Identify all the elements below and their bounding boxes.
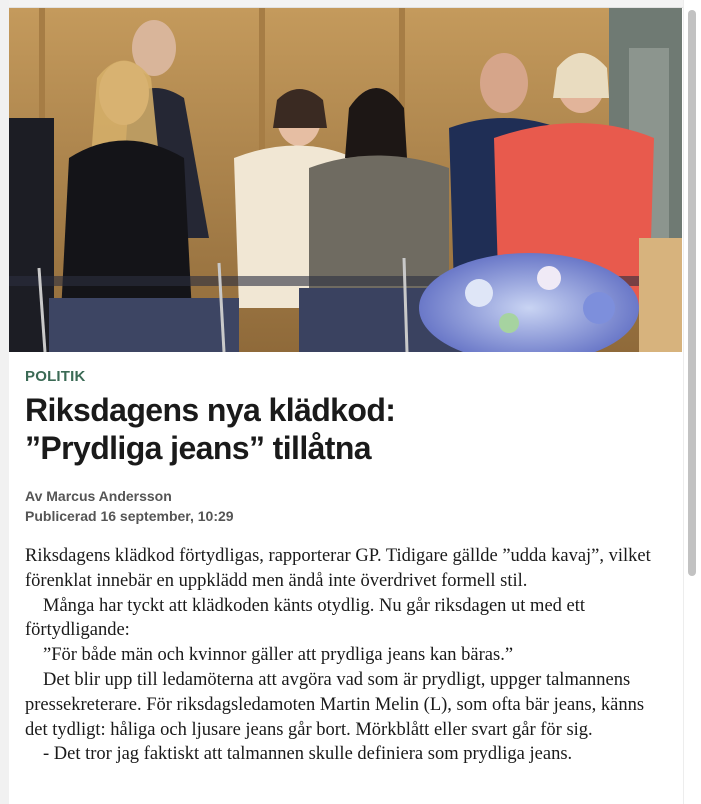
window-top-edge	[0, 0, 701, 8]
paragraph: ”För både män och kvinnor gäller att prydliga jeans kan bäras.”	[43, 645, 514, 666]
headline-line-1: Riksdagens nya klädkod:	[25, 392, 396, 428]
article-hero-image	[9, 8, 682, 352]
window-left-edge	[0, 0, 9, 804]
headline	[25, 391, 670, 467]
headline-line-2: ”Prydliga jeans” tillåtna	[25, 430, 372, 466]
scrollbar-thumb[interactable]	[688, 10, 696, 576]
paragraph: Det blir upp till ledamöterna att avgöra vad som är prydligt, uppger talmannens pressekreterare. För riksdagsledamoten Martin Melin (L), som ofta bär jeans, känns det tydligt: håliga och ljusare jeans går bort. Mörkblått eller svart går för sig.	[25, 669, 645, 740]
paragraph: - Det tror jag faktiskt att talmannen skulle definiera som prydliga jeans.	[43, 744, 573, 765]
scrollbar[interactable]	[683, 0, 701, 804]
article-content	[25, 368, 670, 767]
article-body	[25, 544, 670, 767]
published-date: Publicerad 16 september, 10:29	[25, 508, 234, 524]
paragraph: Många har tyckt att klädkoden känts otydlig. Nu går riksdagen ut med ett förtydligande:	[25, 595, 586, 641]
byline	[25, 486, 670, 526]
author: Av Marcus Andersson	[25, 488, 172, 504]
parliament-photo	[9, 8, 682, 352]
category-label[interactable]: POLITIK	[25, 368, 86, 385]
paragraph: Riksdagens klädkod förtydligas, rapporterar GP. Tidigare gällde ”udda kavaj”, vilket förenklat innebär en uppklädd men ändå inte överdrivet formell stil.	[25, 546, 651, 591]
